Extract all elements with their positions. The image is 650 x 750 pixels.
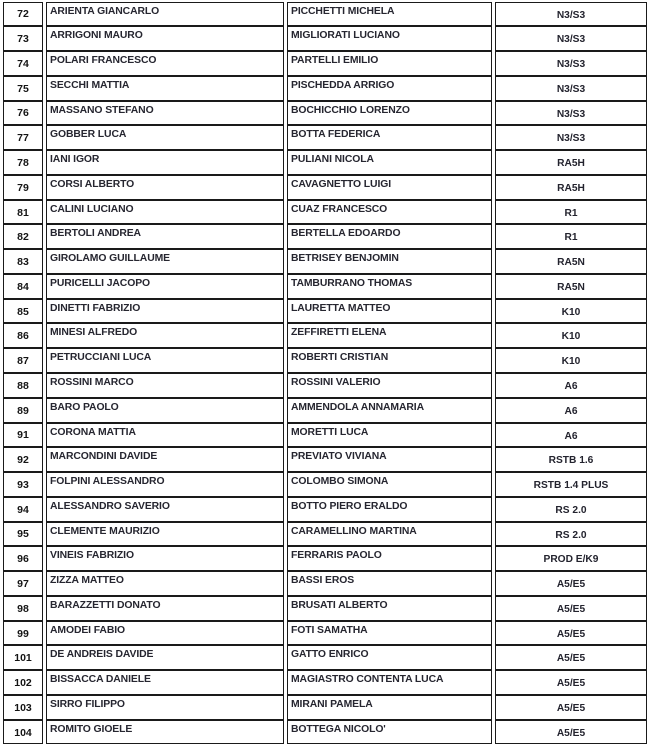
entry-number-cell: 77 bbox=[3, 125, 43, 150]
driver-name-cell: CORSI ALBERTO bbox=[46, 175, 284, 200]
class-cell: N3/S3 bbox=[495, 26, 647, 51]
codriver-name-cell: MORETTI LUCA bbox=[287, 423, 492, 448]
entry-number-cell: 89 bbox=[3, 398, 43, 423]
driver-name-cell: CLEMENTE MAURIZIO bbox=[46, 522, 284, 547]
driver-name-cell: BISSACCA DANIELE bbox=[46, 670, 284, 695]
driver-name-cell: SIRRO FILIPPO bbox=[46, 695, 284, 720]
entry-number-cell: 79 bbox=[3, 175, 43, 200]
table-row bbox=[3, 150, 647, 175]
table-row bbox=[3, 571, 647, 596]
class-cell: R1 bbox=[495, 200, 647, 225]
codriver-name-cell: AMMENDOLA ANNAMARIA bbox=[287, 398, 492, 423]
entry-number-cell: 74 bbox=[3, 51, 43, 76]
codriver-name-cell: FERRARIS PAOLO bbox=[287, 546, 492, 571]
entry-number-cell: 85 bbox=[3, 299, 43, 324]
class-cell: RA5H bbox=[495, 150, 647, 175]
class-cell: K10 bbox=[495, 299, 647, 324]
table-row bbox=[3, 274, 647, 299]
codriver-name-cell: COLOMBO SIMONA bbox=[287, 472, 492, 497]
table-row bbox=[3, 472, 647, 497]
entry-number-cell: 93 bbox=[3, 472, 43, 497]
table-row bbox=[3, 101, 647, 126]
class-cell: K10 bbox=[495, 348, 647, 373]
class-cell: RA5N bbox=[495, 274, 647, 299]
codriver-name-cell: BOTTA FEDERICA bbox=[287, 125, 492, 150]
table-row bbox=[3, 323, 647, 348]
class-cell: N3/S3 bbox=[495, 2, 647, 27]
codriver-name-cell: CAVAGNETTO LUIGI bbox=[287, 175, 492, 200]
codriver-name-cell: BOTTO PIERO ERALDO bbox=[287, 497, 492, 522]
class-cell: A6 bbox=[495, 423, 647, 448]
codriver-name-cell: GATTO ENRICO bbox=[287, 645, 492, 670]
table-row bbox=[3, 373, 647, 398]
driver-name-cell: ARRIGONI MAURO bbox=[46, 26, 284, 51]
table-row bbox=[3, 76, 647, 101]
driver-name-cell: FOLPINI ALESSANDRO bbox=[46, 472, 284, 497]
entry-number-cell: 76 bbox=[3, 101, 43, 126]
codriver-name-cell: ROSSINI VALERIO bbox=[287, 373, 492, 398]
entry-number-cell: 83 bbox=[3, 249, 43, 274]
driver-name-cell: BARO PAOLO bbox=[46, 398, 284, 423]
entry-number-cell: 75 bbox=[3, 76, 43, 101]
entry-number-cell: 97 bbox=[3, 571, 43, 596]
codriver-name-cell: BOTTEGA NICOLO' bbox=[287, 720, 492, 745]
entry-number-cell: 73 bbox=[3, 26, 43, 51]
table-row bbox=[3, 546, 647, 571]
driver-name-cell: AMODEI FABIO bbox=[46, 621, 284, 646]
class-cell: RA5N bbox=[495, 249, 647, 274]
class-cell: A5/E5 bbox=[495, 621, 647, 646]
driver-name-cell: PETRUCCIANI LUCA bbox=[46, 348, 284, 373]
class-cell: A6 bbox=[495, 398, 647, 423]
class-cell: RS 2.0 bbox=[495, 497, 647, 522]
class-cell: A5/E5 bbox=[495, 596, 647, 621]
codriver-name-cell: CARAMELLINO MARTINA bbox=[287, 522, 492, 547]
class-cell: RSTB 1.6 bbox=[495, 447, 647, 472]
driver-name-cell: BERTOLI ANDREA bbox=[46, 224, 284, 249]
codriver-name-cell: BOCHICCHIO LORENZO bbox=[287, 101, 492, 126]
codriver-name-cell: BERTELLA EDOARDO bbox=[287, 224, 492, 249]
table-row bbox=[3, 249, 647, 274]
driver-name-cell: CALINI LUCIANO bbox=[46, 200, 284, 225]
driver-name-cell: VINEIS FABRIZIO bbox=[46, 546, 284, 571]
class-cell: N3/S3 bbox=[495, 76, 647, 101]
table-row bbox=[3, 447, 647, 472]
entry-number-cell: 104 bbox=[3, 720, 43, 745]
table-row bbox=[3, 299, 647, 324]
entry-number-cell: 88 bbox=[3, 373, 43, 398]
codriver-name-cell: PARTELLI EMILIO bbox=[287, 51, 492, 76]
driver-name-cell: MASSANO STEFANO bbox=[46, 101, 284, 126]
table-row bbox=[3, 720, 647, 745]
table-row bbox=[3, 200, 647, 225]
table-row bbox=[3, 348, 647, 373]
class-cell: N3/S3 bbox=[495, 101, 647, 126]
table-body bbox=[3, 2, 647, 745]
driver-name-cell: ZIZZA MATTEO bbox=[46, 571, 284, 596]
table-row bbox=[3, 398, 647, 423]
table-row bbox=[3, 175, 647, 200]
codriver-name-cell: BASSI EROS bbox=[287, 571, 492, 596]
codriver-name-cell: BRUSATI ALBERTO bbox=[287, 596, 492, 621]
table-row bbox=[3, 621, 647, 646]
entry-number-cell: 95 bbox=[3, 522, 43, 547]
table-row bbox=[3, 695, 647, 720]
entry-number-cell: 84 bbox=[3, 274, 43, 299]
class-cell: R1 bbox=[495, 224, 647, 249]
codriver-name-cell: ZEFFIRETTI ELENA bbox=[287, 323, 492, 348]
codriver-name-cell: BETRISEY BENJOMIN bbox=[287, 249, 492, 274]
driver-name-cell: ROSSINI MARCO bbox=[46, 373, 284, 398]
driver-name-cell: MINESI ALFREDO bbox=[46, 323, 284, 348]
entry-number-cell: 94 bbox=[3, 497, 43, 522]
entry-number-cell: 96 bbox=[3, 546, 43, 571]
driver-name-cell: BARAZZETTI DONATO bbox=[46, 596, 284, 621]
driver-name-cell: ROMITO GIOELE bbox=[46, 720, 284, 745]
table-row bbox=[3, 51, 647, 76]
driver-name-cell: ALESSANDRO SAVERIO bbox=[46, 497, 284, 522]
class-cell: A5/E5 bbox=[495, 720, 647, 745]
codriver-name-cell: LAURETTA MATTEO bbox=[287, 299, 492, 324]
driver-name-cell: SECCHI MATTIA bbox=[46, 76, 284, 101]
table-row bbox=[3, 670, 647, 695]
entry-list-table bbox=[0, 2, 650, 745]
entry-number-cell: 101 bbox=[3, 645, 43, 670]
codriver-name-cell: PREVIATO VIVIANA bbox=[287, 447, 492, 472]
codriver-name-cell: MIGLIORATI LUCIANO bbox=[287, 26, 492, 51]
table-row bbox=[3, 423, 647, 448]
driver-name-cell: GOBBER LUCA bbox=[46, 125, 284, 150]
class-cell: RA5H bbox=[495, 175, 647, 200]
table-row bbox=[3, 497, 647, 522]
table-row bbox=[3, 125, 647, 150]
entry-number-cell: 103 bbox=[3, 695, 43, 720]
entry-number-cell: 78 bbox=[3, 150, 43, 175]
class-cell: A5/E5 bbox=[495, 571, 647, 596]
class-cell: PROD E/K9 bbox=[495, 546, 647, 571]
entry-number-cell: 82 bbox=[3, 224, 43, 249]
entry-number-cell: 91 bbox=[3, 423, 43, 448]
entry-number-cell: 92 bbox=[3, 447, 43, 472]
codriver-name-cell: FOTI SAMATHA bbox=[287, 621, 492, 646]
class-cell: K10 bbox=[495, 323, 647, 348]
entry-number-cell: 72 bbox=[3, 2, 43, 27]
table-row bbox=[3, 224, 647, 249]
entry-number-cell: 86 bbox=[3, 323, 43, 348]
driver-name-cell: PURICELLI JACOPO bbox=[46, 274, 284, 299]
codriver-name-cell: TAMBURRANO THOMAS bbox=[287, 274, 492, 299]
class-cell: N3/S3 bbox=[495, 51, 647, 76]
class-cell: A6 bbox=[495, 373, 647, 398]
entry-number-cell: 81 bbox=[3, 200, 43, 225]
codriver-name-cell: MIRANI PAMELA bbox=[287, 695, 492, 720]
driver-name-cell: IANI IGOR bbox=[46, 150, 284, 175]
codriver-name-cell: PICCHETTI MICHELA bbox=[287, 2, 492, 27]
class-cell: A5/E5 bbox=[495, 645, 647, 670]
class-cell: RSTB 1.4 PLUS bbox=[495, 472, 647, 497]
codriver-name-cell: CUAZ FRANCESCO bbox=[287, 200, 492, 225]
class-cell: RS 2.0 bbox=[495, 522, 647, 547]
driver-name-cell: DE ANDREIS DAVIDE bbox=[46, 645, 284, 670]
codriver-name-cell: PISCHEDDA ARRIGO bbox=[287, 76, 492, 101]
driver-name-cell: ARIENTA GIANCARLO bbox=[46, 2, 284, 27]
table-row bbox=[3, 645, 647, 670]
codriver-name-cell: PULIANI NICOLA bbox=[287, 150, 492, 175]
entry-number-cell: 102 bbox=[3, 670, 43, 695]
class-cell: N3/S3 bbox=[495, 125, 647, 150]
class-cell: A5/E5 bbox=[495, 695, 647, 720]
table-row bbox=[3, 596, 647, 621]
class-cell: A5/E5 bbox=[495, 670, 647, 695]
driver-name-cell: DINETTI FABRIZIO bbox=[46, 299, 284, 324]
driver-name-cell: CORONA MATTIA bbox=[46, 423, 284, 448]
table-row bbox=[3, 2, 647, 27]
codriver-name-cell: ROBERTI CRISTIAN bbox=[287, 348, 492, 373]
entry-number-cell: 87 bbox=[3, 348, 43, 373]
driver-name-cell: MARCONDINI DAVIDE bbox=[46, 447, 284, 472]
table-row bbox=[3, 522, 647, 547]
table-row bbox=[3, 26, 647, 51]
entry-number-cell: 99 bbox=[3, 621, 43, 646]
driver-name-cell: POLARI FRANCESCO bbox=[46, 51, 284, 76]
entry-number-cell: 98 bbox=[3, 596, 43, 621]
driver-name-cell: GIROLAMO GUILLAUME bbox=[46, 249, 284, 274]
codriver-name-cell: MAGIASTRO CONTENTA LUCA bbox=[287, 670, 492, 695]
